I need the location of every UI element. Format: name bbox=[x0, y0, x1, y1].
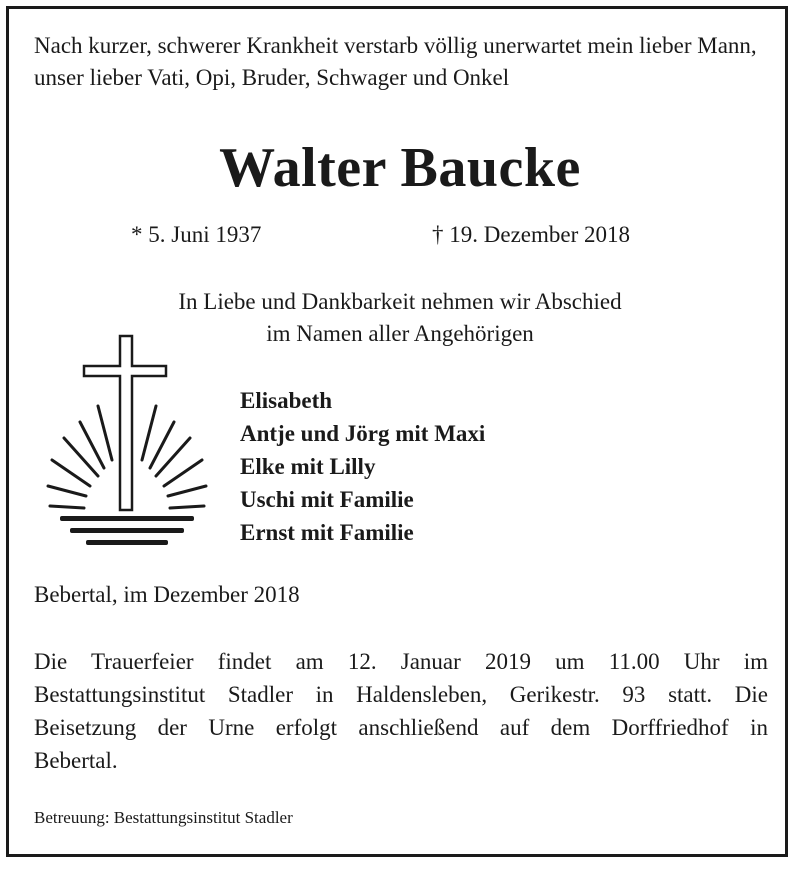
ceremony-info bbox=[34, 645, 768, 777]
family-member: Elisabeth bbox=[240, 388, 333, 413]
farewell-line: In Liebe und Dankbarkeit nehmen wir Abschied bbox=[178, 289, 622, 314]
family-member: Elke mit Lilly bbox=[240, 454, 376, 479]
place-date: Bebertal, im Dezember 2018 bbox=[34, 582, 300, 607]
ceremony-line: Bestattungsinstitut Stadler in Haldensleben, Gerikestr. 93 statt. Die bbox=[34, 682, 768, 707]
family-member: Uschi mit Familie bbox=[240, 487, 414, 512]
family-member: Ernst mit Familie bbox=[240, 520, 414, 545]
ceremony-line: Bebertal. bbox=[34, 748, 118, 773]
deceased-name: Walter Baucke bbox=[219, 137, 581, 199]
funeral-home-credit: Betreuung: Bestattungsinstitut Stadler bbox=[34, 808, 293, 827]
ceremony-line: Beisetzung der Urne erfolgt anschließend auf dem Dorffriedhof in bbox=[34, 715, 768, 740]
death-date: † 19. Dezember 2018 bbox=[432, 222, 630, 247]
ceremony-line: Die Trauerfeier findet am 12. Januar 2019 um 11.00 Uhr im bbox=[34, 649, 768, 674]
farewell-line: im Namen aller Angehörigen bbox=[266, 321, 534, 346]
intro-text: Nach kurzer, schwerer Krankheit verstarb völlig unerwartet mein lieber Mann, unser lieber Vati, Opi, Bruder, Schwager und Onkel bbox=[34, 33, 757, 90]
family-member: Antje und Jörg mit Maxi bbox=[240, 421, 486, 446]
cross-with-rising-sun-icon bbox=[42, 330, 212, 550]
family-list bbox=[240, 384, 485, 549]
birth-date: * 5. Juni 1937 bbox=[131, 222, 262, 247]
